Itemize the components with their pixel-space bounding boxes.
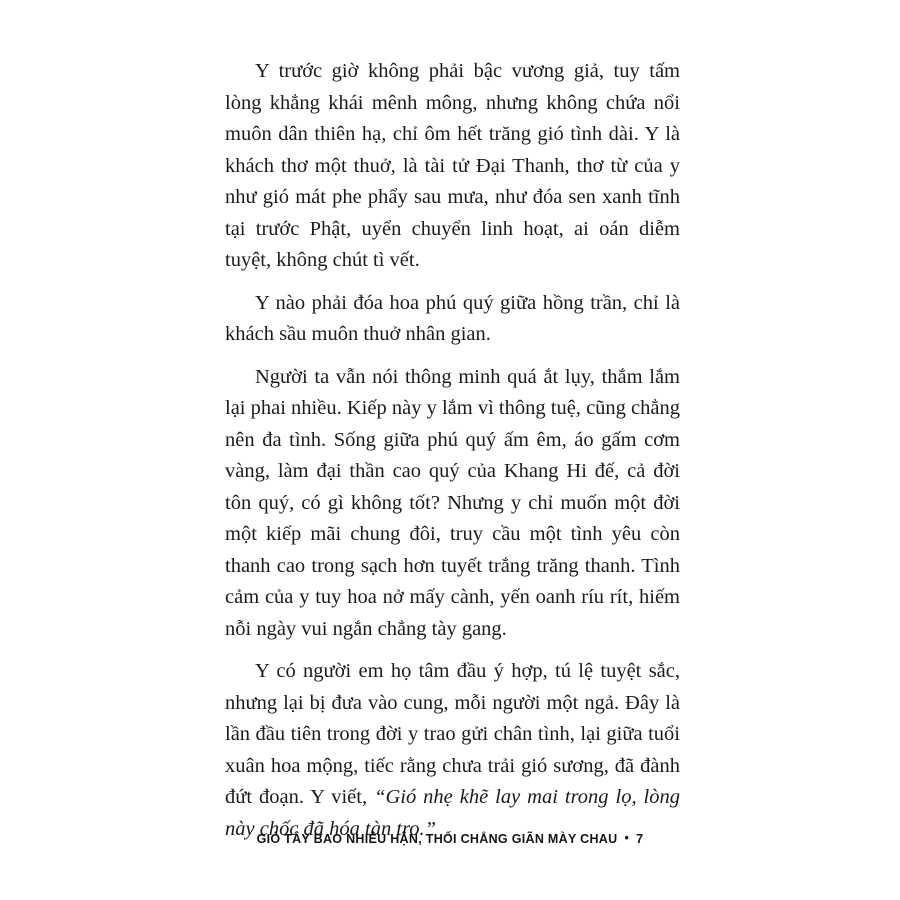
paragraph-3: Người ta vẫn nói thông minh quá ắt lụy, thắm lắm lại phai nhiều. Kiếp này y lắm vì thông tuệ, cũng chẳng nên đa tình. Sống giữa phú quý ấm êm, áo gấm cơm vàng, làm đại thần cao quý của Khang Hi đế, cả đời tôn quý, có gì không tốt? Nhưng y chỉ muốn một đời một kiếp mãi chung đôi, truy cầu một tình yêu còn thanh cao trong sạch hơn tuyết trắng trăng thanh. Tình cảm của y tuy hoa nở mấy cành, yến oanh ríu rít, hiếm nỗi ngày vui ngắn chẳng tày gang.: [225, 365, 680, 640]
book-page: [185, 8, 715, 892]
running-title: GIÓ TÂY BAO NHIÊU HẬN, THỔI CHẲNG GIÃN MÀY CHAU: [256, 832, 618, 846]
paragraph-4-quote: “Gió nhẹ khẽ lay mai trong lọ, lòng này chốc đã hóa tàn tro.”: [225, 786, 681, 840]
paragraph-4-text: Y có người em họ tâm đầu ý hợp, tú lệ tuyệt sắc, nhưng lại bị đưa vào cung, mỗi người một ngả. Đây là lần đầu tiên trong đời y trao gửi chân tình, lại giữa tuổi xuân hoa mộng, tiếc rằng chưa trải gió sương, đã đành đứt đoạn. Y viết,: [225, 660, 680, 808]
body-text-column: [225, 56, 680, 847]
footer-separator-dot: •: [624, 831, 630, 845]
page-number: 7: [636, 832, 644, 846]
page-footer: [185, 832, 715, 846]
paragraph-4: [225, 656, 680, 845]
paragraph-1: Y trước giờ không phải bậc vương giả, tuy tấm lòng khẳng khái mênh mông, nhưng không chứa nổi muôn dân thiên hạ, chỉ ôm hết trăng gió tình dài. Y là khách thơ một thuở, là tài tử Đại Thanh, thơ từ của y như gió mát phe phẩy sau mưa, như đóa sen xanh tĩnh tại trước Phật, uyển chuyển linh hoạt, ai oán diễm tuyệt, không chút tì vết.: [225, 60, 680, 271]
paragraph-2: Y nào phải đóa hoa phú quý giữa hồng trần, chỉ là khách sầu muôn thuở nhân gian.: [225, 291, 680, 345]
